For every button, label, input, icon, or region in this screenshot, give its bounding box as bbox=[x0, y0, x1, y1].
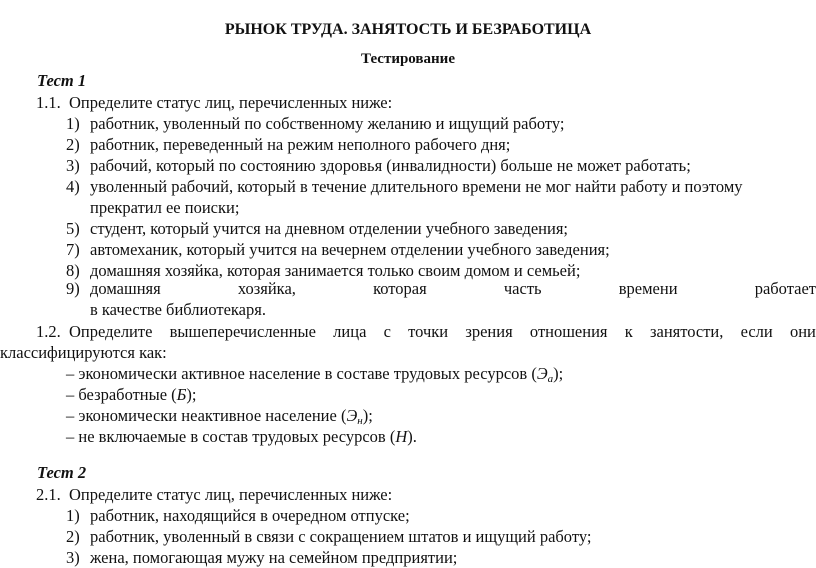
item-number: 3) bbox=[66, 548, 80, 567]
test2-heading: Тест 2 bbox=[37, 463, 87, 482]
question-number: 1.2. bbox=[36, 322, 61, 341]
item-text: уволенный рабочий, который в течение длительного времени не мог найти работу и поэтому bbox=[90, 177, 743, 196]
option-symbol-subscript: а bbox=[547, 373, 554, 385]
item-number: 8) bbox=[66, 261, 80, 280]
question-word: с bbox=[383, 322, 391, 341]
item-number: 1) bbox=[66, 506, 80, 525]
question-word: если bbox=[740, 322, 773, 341]
item-number: 3) bbox=[66, 156, 80, 175]
option-symbol-subscript: н bbox=[357, 415, 363, 427]
option-symbol: Н bbox=[395, 427, 408, 446]
item-number: 5) bbox=[66, 219, 80, 238]
item-number: 2) bbox=[66, 527, 80, 546]
option-text: – экономически неактивное население ( bbox=[66, 406, 347, 425]
item-9-continuation: в качестве библиотекаря. bbox=[90, 300, 266, 319]
option-end: ). bbox=[407, 427, 417, 446]
question-number: 2.1. bbox=[36, 485, 61, 504]
option-text: – экономически активное население в составе трудовых ресурсов ( bbox=[66, 364, 537, 383]
item-number: 7) bbox=[66, 240, 80, 259]
question-word: Определите bbox=[69, 322, 153, 341]
option-symbol: Э bbox=[536, 364, 548, 383]
item-9-word: часть bbox=[503, 279, 542, 298]
item-text: жена, помогающая мужу на семейном предприятии; bbox=[90, 548, 458, 567]
document-subtitle: Тестирование bbox=[361, 51, 455, 67]
question-number: 1.1. bbox=[36, 93, 61, 112]
question-word: зрения bbox=[465, 322, 513, 341]
option-end: ); bbox=[553, 364, 564, 383]
question-word: они bbox=[789, 322, 816, 341]
item-text: работник, находящийся в очередном отпуске; bbox=[90, 506, 410, 525]
question-1-2-continuation: классифицируются как: bbox=[0, 343, 167, 362]
item-number: 2) bbox=[66, 135, 80, 154]
question-text: Определите статус лиц, перечисленных ниже: bbox=[69, 93, 393, 112]
question-word: вышеперечисленные bbox=[169, 322, 316, 341]
question-word: отношения bbox=[529, 322, 608, 341]
question-word: занятости, bbox=[649, 322, 724, 341]
item-9-word: работает bbox=[754, 279, 816, 298]
classification-option bbox=[66, 406, 373, 428]
option-text: – не включаемые в состав трудовых ресурсов ( bbox=[66, 427, 396, 446]
option-symbol: Б bbox=[176, 385, 187, 404]
option-symbol: Э bbox=[346, 406, 358, 425]
item-text: студент, который учится на дневном отделении учебного заведения; bbox=[90, 219, 569, 238]
test1-heading: Тест 1 bbox=[37, 71, 87, 90]
question-word: к bbox=[624, 322, 633, 341]
item-9-word: хозяйка, bbox=[237, 279, 296, 298]
classification-option bbox=[66, 427, 417, 447]
question-1-2-row bbox=[69, 322, 816, 342]
item-9-word: домашняя bbox=[90, 279, 161, 298]
classification-option bbox=[66, 385, 197, 405]
item-number: 1) bbox=[66, 114, 80, 133]
question-word: точки bbox=[408, 322, 449, 341]
item-9-word: которая bbox=[373, 279, 427, 298]
option-end: ); bbox=[362, 406, 373, 425]
item-number: 4) bbox=[66, 177, 80, 196]
item-text: работник, уволенный по собственному желанию и ищущий работу; bbox=[90, 114, 565, 133]
item-9-row bbox=[90, 279, 816, 299]
question-word: лица bbox=[333, 322, 367, 341]
item-9-word: времени bbox=[618, 279, 678, 298]
item-text: домашняя хозяйка, которая занимается только своим домом и семьей; bbox=[90, 261, 581, 280]
option-text: – безработные ( bbox=[66, 385, 177, 404]
question-text: Определите статус лиц, перечисленных ниже: bbox=[69, 485, 393, 504]
classification-option bbox=[66, 364, 563, 386]
item-text: работник, уволенный в связи с сокращением штатов и ищущий работу; bbox=[90, 527, 592, 546]
item-text: рабочий, который по состоянию здоровья (инвалидности) больше не может работать; bbox=[90, 156, 691, 175]
item-continuation: прекратил ее поиски; bbox=[90, 198, 240, 217]
item-text: работник, переведенный на режим неполного рабочего дня; bbox=[90, 135, 511, 154]
option-end: ); bbox=[186, 385, 197, 404]
item-number: 9) bbox=[66, 279, 80, 298]
document-title: РЫНОК ТРУДА. ЗАНЯТОСТЬ И БЕЗРАБОТИЦА bbox=[224, 21, 592, 38]
item-text: автомеханик, который учится на вечернем отделении учебного заведения; bbox=[90, 240, 610, 259]
